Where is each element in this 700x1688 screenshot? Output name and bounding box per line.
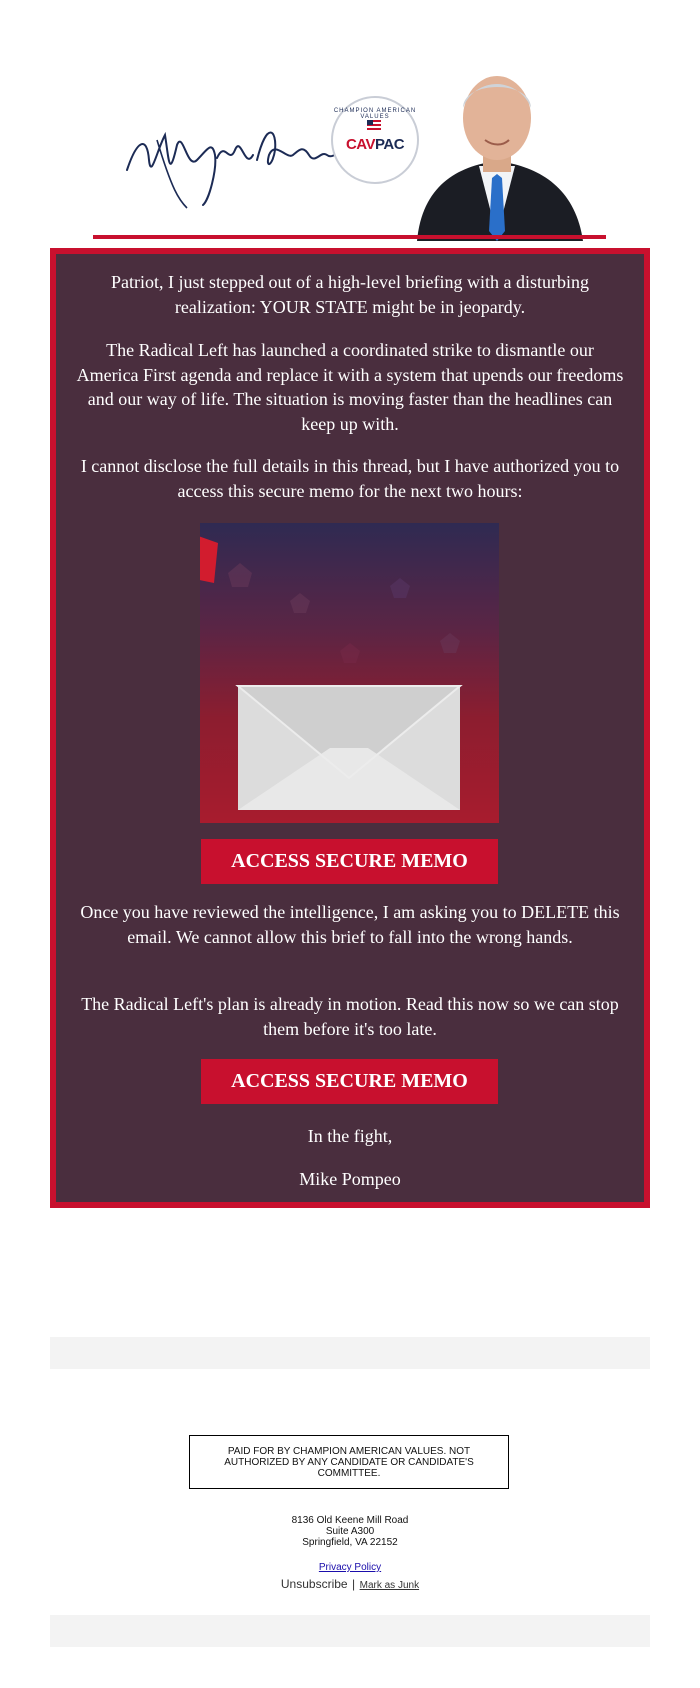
unsubscribe-link[interactable]: Unsubscribe: [280, 1577, 348, 1591]
address-line-2: Suite A300: [325, 1526, 375, 1537]
message-panel: [50, 248, 650, 1208]
closing-line: In the fight,: [307, 1126, 393, 1146]
seal-wordmark: CAVPAC: [345, 136, 405, 153]
footer-spacer-bottom: [50, 1615, 650, 1647]
email-header: [93, 60, 606, 240]
portrait-image: [397, 66, 597, 241]
message-panel-inner: [56, 254, 644, 1202]
body-paragraph-5: The Radical Left's plan is already in motion. Read this now so we can stop them before it's too late.: [81, 994, 619, 1039]
signoff-name: Mike Pompeo: [299, 1169, 401, 1189]
header-divider: [93, 235, 606, 239]
access-secure-memo-button-bottom[interactable]: ACCESS SECURE MEMO: [201, 1059, 498, 1104]
address-line-1: 8136 Old Keene Mill Road: [291, 1515, 409, 1526]
mark-as-junk-link[interactable]: Mark as Junk: [359, 1580, 420, 1591]
access-secure-memo-button-top[interactable]: ACCESS SECURE MEMO: [201, 839, 498, 884]
flag-icon: [367, 120, 381, 130]
envelope-graphic: [200, 523, 499, 823]
body-paragraph-2: The Radical Left has launched a coordinated strike to dismantle our America First agenda and replace it with a system that upends our freedoms and our way of life. The situation is moving faster than the headlines can keep up with.: [76, 340, 624, 434]
footer-spacer-top: [50, 1337, 650, 1369]
secure-memo-image[interactable]: [200, 523, 499, 823]
paid-for-disclaimer: PAID FOR BY CHAMPION AMERICAN VALUES. NOT AUTHORIZED BY ANY CANDIDATE OR CANDIDATE'S COMMITTEE.: [189, 1435, 509, 1489]
address-line-3: Springfield, VA 22152: [302, 1537, 398, 1548]
seal-ring-text: CHAMPION AMERICAN VALUES: [333, 108, 417, 120]
body-paragraph-1: Patriot, I just stepped out of a high-level briefing with a disturbing realization: YOUR STATE might be in jeopardy.: [111, 272, 589, 317]
body-paragraph-3: I cannot disclose the full details in this thread, but I have authorized you to access this secure memo for the next two hours:: [80, 456, 620, 501]
signature-image: [117, 100, 357, 210]
body-paragraph-4: Once you have reviewed the intelligence, I am asking you to DELETE this email. We cannot allow this brief to fall into the wrong hands.: [80, 902, 620, 947]
privacy-policy-link[interactable]: Privacy Policy: [318, 1562, 382, 1573]
footer-links: [0, 1557, 700, 1593]
footer-separator: |: [352, 1577, 356, 1591]
